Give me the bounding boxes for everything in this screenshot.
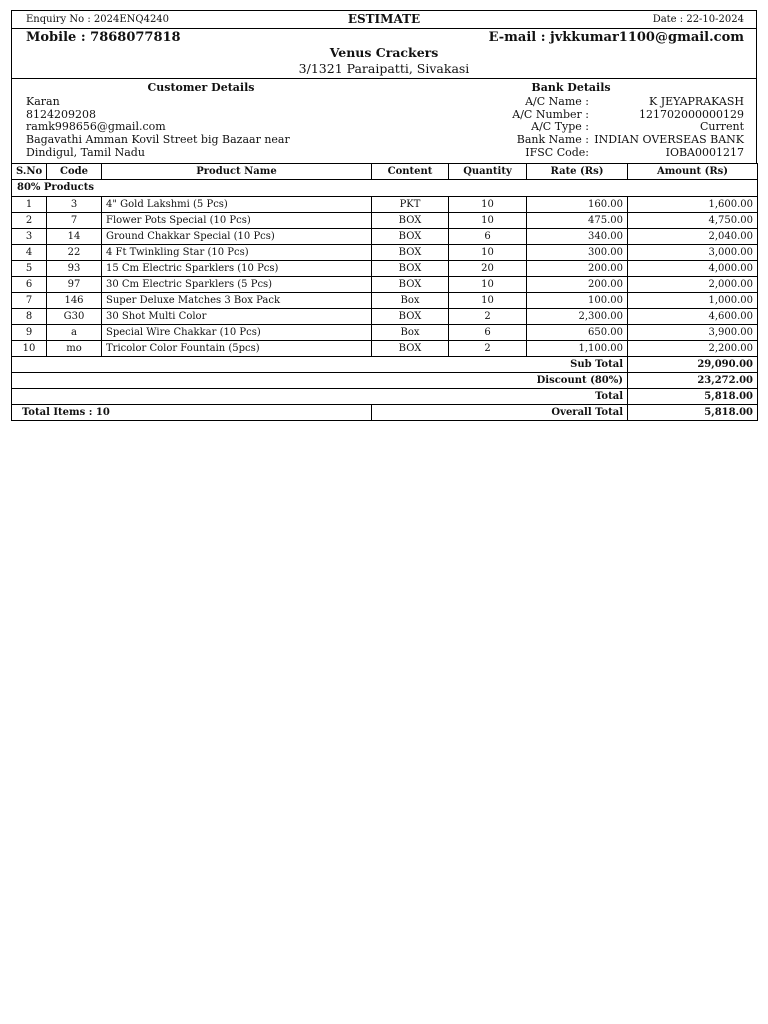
- discount-row: [12, 373, 758, 389]
- mobile-number: Mobile : 7868077818: [26, 30, 181, 45]
- table-row: [12, 229, 758, 245]
- subtotal-label: Sub Total: [372, 357, 628, 373]
- row-code: 3: [47, 197, 102, 213]
- customer-name: Karan: [26, 95, 60, 108]
- row-product-name: 15 Cm Electric Sparklers (10 Pcs): [102, 261, 372, 277]
- customer-details: [26, 96, 290, 160]
- row-amount: 4,000.00: [628, 261, 758, 277]
- row-rate: 2,300.00: [527, 309, 628, 325]
- row-content: BOX: [372, 261, 449, 277]
- row-code: a: [47, 325, 102, 341]
- row-quantity: 10: [449, 277, 527, 293]
- row-quantity: 10: [449, 293, 527, 309]
- row-rate: 475.00: [527, 213, 628, 229]
- row-rate: 100.00: [527, 293, 628, 309]
- row-amount: 1,000.00: [628, 293, 758, 309]
- row-code: 22: [47, 245, 102, 261]
- table-row: [12, 261, 758, 277]
- row-quantity: 10: [449, 213, 527, 229]
- row-rate: 1,100.00: [527, 341, 628, 357]
- row-amount: 3,900.00: [628, 325, 758, 341]
- row-amount: 1,600.00: [628, 197, 758, 213]
- row-serial: 10: [12, 341, 47, 357]
- row-content: Box: [372, 293, 449, 309]
- company-contact: [11, 29, 757, 79]
- row-serial: 9: [12, 325, 47, 341]
- row-product-name: 4 Ft Twinkling Star (10 Pcs): [102, 245, 372, 261]
- row-code: 93: [47, 261, 102, 277]
- bank-value: INDIAN OVERSEAS BANK: [594, 133, 744, 147]
- customer-email: ramk998656@gmail.com: [26, 120, 166, 134]
- row-quantity: 10: [449, 245, 527, 261]
- row-amount: 2,000.00: [628, 277, 758, 293]
- bank-label: Bank Name :: [516, 133, 589, 147]
- overall-total-row: [12, 405, 758, 421]
- bank-details-heading: Bank Details: [531, 81, 611, 94]
- row-content: PKT: [372, 197, 449, 213]
- estimate-header: [11, 10, 757, 29]
- row-rate: 340.00: [527, 229, 628, 245]
- email-address: E-mail : jvkkumar1100@gmail.com: [488, 30, 744, 45]
- bank-row: [414, 147, 744, 160]
- row-content: BOX: [372, 213, 449, 229]
- row-content: Box: [372, 325, 449, 341]
- row-code: G30: [47, 309, 102, 325]
- row-quantity: 6: [449, 325, 527, 341]
- estimate-document: [11, 10, 757, 421]
- row-product-name: Super Deluxe Matches 3 Box Pack: [102, 293, 372, 309]
- document-title: ESTIMATE: [347, 12, 421, 26]
- row-serial: 1: [12, 197, 47, 213]
- column-header: Product Name: [102, 164, 372, 180]
- company-name: Venus Crackers: [329, 45, 439, 60]
- totals-table: [11, 356, 758, 421]
- row-product-name: Tricolor Color Fountain (5pcs): [102, 341, 372, 357]
- details-section: [11, 79, 757, 163]
- customer-phone: 8124209208: [26, 107, 96, 121]
- table-header-row: [12, 164, 758, 180]
- totals-spacer: [12, 357, 372, 373]
- bank-value: Current: [699, 120, 744, 134]
- row-serial: 3: [12, 229, 47, 245]
- table-row: [12, 197, 758, 213]
- column-header: Quantity: [449, 164, 527, 180]
- row-amount: 4,750.00: [628, 213, 758, 229]
- row-quantity: 6: [449, 229, 527, 245]
- customer-city: Dindigul, Tamil Nadu: [26, 145, 145, 159]
- row-quantity: 10: [449, 197, 527, 213]
- table-row: [12, 325, 758, 341]
- section-row: [12, 180, 758, 197]
- table-row: [12, 309, 758, 325]
- row-content: BOX: [372, 309, 449, 325]
- row-rate: 200.00: [527, 261, 628, 277]
- row-amount: 4,600.00: [628, 309, 758, 325]
- column-header: S.No: [12, 164, 47, 180]
- row-product-name: Ground Chakkar Special (10 Pcs): [102, 229, 372, 245]
- bank-label: A/C Number :: [512, 107, 589, 121]
- row-quantity: 2: [449, 309, 527, 325]
- total-items: Total Items : 10: [12, 405, 372, 421]
- section-label: 80% Products: [12, 180, 758, 197]
- row-serial: 7: [12, 293, 47, 309]
- column-header: Content: [372, 164, 449, 180]
- row-serial: 4: [12, 245, 47, 261]
- table-row: [12, 293, 758, 309]
- row-product-name: Flower Pots Special (10 Pcs): [102, 213, 372, 229]
- enquiry-number: Enquiry No : 2024ENQ4240: [26, 14, 170, 25]
- estimate-date: Date : 22-10-2024: [652, 14, 744, 25]
- row-product-name: 4" Gold Lakshmi (5 Pcs): [102, 197, 372, 213]
- subtotal-row: [12, 357, 758, 373]
- row-content: BOX: [372, 229, 449, 245]
- row-rate: 200.00: [527, 277, 628, 293]
- bank-label: IFSC Code:: [525, 145, 589, 159]
- row-code: 146: [47, 293, 102, 309]
- bank-label: A/C Name :: [525, 95, 589, 108]
- table-row: [12, 245, 758, 261]
- row-product-name: 30 Shot Multi Color: [102, 309, 372, 325]
- company-address: 3/1321 Paraipatti, Sivakasi: [298, 61, 470, 76]
- total-label: Total: [372, 389, 628, 405]
- subtotal-value: 29,090.00: [628, 357, 758, 373]
- row-product-name: 30 Cm Electric Sparklers (5 Pcs): [102, 277, 372, 293]
- row-rate: 160.00: [527, 197, 628, 213]
- column-header: Amount (Rs): [628, 164, 758, 180]
- row-content: BOX: [372, 341, 449, 357]
- row-code: 14: [47, 229, 102, 245]
- discount-label: Discount (80%): [372, 373, 628, 389]
- customer-details-heading: Customer Details: [147, 81, 255, 94]
- row-amount: 3,000.00: [628, 245, 758, 261]
- row-amount: 2,040.00: [628, 229, 758, 245]
- row-serial: 2: [12, 213, 47, 229]
- discount-value: 23,272.00: [628, 373, 758, 389]
- totals-spacer: [12, 389, 372, 405]
- overall-total-label: Overall Total: [372, 405, 628, 421]
- row-code: 97: [47, 277, 102, 293]
- row-code: mo: [47, 341, 102, 357]
- products-table: [11, 163, 758, 357]
- column-header: Rate (Rs): [527, 164, 628, 180]
- table-row: [12, 213, 758, 229]
- bank-row: [414, 134, 744, 147]
- totals-spacer: [12, 373, 372, 389]
- row-serial: 8: [12, 309, 47, 325]
- row-serial: 6: [12, 277, 47, 293]
- row-rate: 300.00: [527, 245, 628, 261]
- row-content: BOX: [372, 245, 449, 261]
- bank-details: [414, 96, 744, 160]
- total-row: [12, 389, 758, 405]
- row-amount: 2,200.00: [628, 341, 758, 357]
- column-header: Code: [47, 164, 102, 180]
- table-row: [12, 341, 758, 357]
- bank-value: K JEYAPRAKASH: [649, 95, 744, 108]
- row-code: 7: [47, 213, 102, 229]
- bank-row: [414, 96, 744, 109]
- row-rate: 650.00: [527, 325, 628, 341]
- bank-value: IOBA0001217: [665, 145, 744, 159]
- total-value: 5,818.00: [628, 389, 758, 405]
- table-row: [12, 277, 758, 293]
- bank-value: 121702000000129: [639, 107, 744, 121]
- row-content: BOX: [372, 277, 449, 293]
- customer-street: Bagavathi Amman Kovil Street big Bazaar near: [26, 133, 290, 147]
- bank-label: A/C Type :: [531, 120, 589, 134]
- row-product-name: Special Wire Chakkar (10 Pcs): [102, 325, 372, 341]
- row-quantity: 20: [449, 261, 527, 277]
- row-serial: 5: [12, 261, 47, 277]
- row-quantity: 2: [449, 341, 527, 357]
- overall-total-value: 5,818.00: [628, 405, 758, 421]
